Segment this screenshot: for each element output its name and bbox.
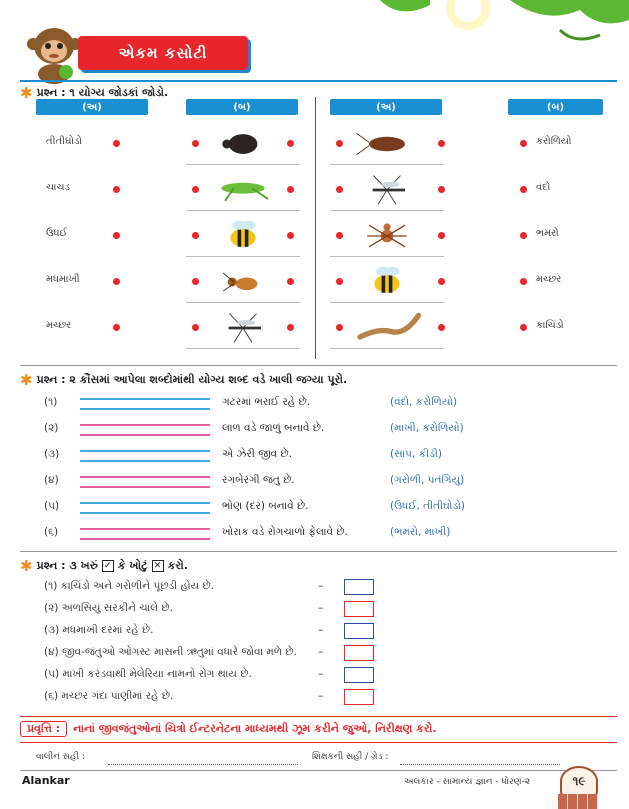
q2-label: પ્રશ્ન : ૨: [36, 373, 76, 386]
activity-tag: પ્રવૃત્તિ :: [20, 721, 67, 737]
q3-dash: –: [318, 690, 324, 702]
match-dot[interactable]: [287, 232, 294, 239]
q3-statement: (૩) મધમાખી દરમાં રહે છે.: [44, 624, 154, 636]
teacher-signature-label: શિક્ષકની સહી / ગ્રેડ :: [312, 752, 389, 762]
q2-blank-line[interactable]: [80, 538, 210, 540]
q2-blank-line[interactable]: [80, 476, 210, 478]
q3-statement: (૨) અળસિયું સરકીને ચાલે છે.: [44, 602, 173, 614]
q1-right-word: વંદો: [536, 182, 551, 193]
q2-blank-line[interactable]: [80, 528, 210, 530]
insect-image-cockroach: [330, 124, 444, 165]
activity-text: નાનાં જીવજંતુઓનાં ચિત્રો ઈન્ટરનેટના માધ્યમથી ઝૂમ કરીને જુઓ, નિરીક્ષણ કરો.: [73, 722, 437, 735]
book-title: અલંકાર - સામાન્ય જ્ઞાન - ધોરણ-૨: [404, 777, 531, 787]
q2-number: (૨): [44, 422, 59, 434]
q3-label: પ્રશ્ન : ૩: [36, 559, 77, 572]
q2-options: (માખી, કરોળિયો): [390, 422, 464, 434]
q2-sentence: રંગબેરંગી જંતુ છે.: [222, 474, 295, 486]
match-dot[interactable]: [520, 278, 527, 285]
true-false-box[interactable]: [344, 645, 374, 661]
insect-image-mosquito: [186, 308, 300, 349]
parent-signature-label: વાલીનં સહી :: [36, 752, 85, 762]
q2-blank-line[interactable]: [80, 424, 210, 426]
q3-dash: –: [318, 668, 324, 680]
true-false-box[interactable]: [344, 667, 374, 683]
insect-image-beetle: [186, 124, 300, 165]
q2-number: (૫): [44, 500, 60, 512]
q2-number: (૧): [44, 396, 58, 408]
q1-right-word: ભમરો: [536, 228, 559, 239]
activity-top-divider: [20, 716, 617, 717]
match-dot[interactable]: [438, 232, 445, 239]
insect-image-grasshopper: [186, 170, 300, 211]
q3-statement: (૫) માખી કરડવાથી મેલેરિયા નામનો રોગ થાય છે.: [44, 668, 252, 680]
col-a-header-left: (અ): [36, 99, 148, 115]
q1-left-word: ઉધઈ: [46, 228, 68, 239]
match-dot[interactable]: [520, 186, 527, 193]
col-b-header-left: (બ): [186, 99, 298, 115]
q1-label: પ્રશ્ન : ૧: [36, 86, 75, 99]
q2-blank-line[interactable]: [80, 502, 210, 504]
q3-instruction-true: ખરું: [80, 559, 98, 572]
page-title-banner: એકમ કસોટી: [78, 36, 248, 70]
q1-left-word: મધમાખી: [46, 274, 80, 285]
match-dot[interactable]: [287, 278, 294, 285]
q1-right-word: કરોળિયો: [536, 136, 572, 147]
q2-options: (વંદો, કરોળિયો): [390, 396, 458, 408]
page-number: ૧૯: [572, 773, 586, 788]
q2-divider: [20, 551, 617, 552]
true-false-box[interactable]: [344, 623, 374, 639]
true-false-box[interactable]: [344, 601, 374, 617]
footer-divider: [20, 770, 617, 771]
q1-divider: [20, 365, 617, 366]
star-icon: ✱: [20, 371, 33, 389]
match-dot[interactable]: [113, 232, 120, 239]
match-dot[interactable]: [287, 324, 294, 331]
true-false-box[interactable]: [344, 579, 374, 595]
q2-blank-line[interactable]: [80, 460, 210, 462]
q3-dash: –: [318, 624, 324, 636]
checkbox-icon: ✓: [102, 560, 114, 572]
q2-number: (૪): [44, 474, 59, 486]
q1-center-divider: [315, 97, 316, 359]
q3-heading: [20, 557, 188, 575]
match-dot[interactable]: [520, 324, 527, 331]
match-dot[interactable]: [520, 140, 527, 147]
q2-blank-line[interactable]: [80, 450, 210, 452]
match-dot[interactable]: [438, 140, 445, 147]
q2-sentence: ગટરમાં ભરાઈ રહે છે.: [222, 396, 311, 408]
star-icon: ✱: [20, 557, 33, 575]
q3-dash: –: [318, 602, 324, 614]
q3-statement: (૬) મચ્છર ગંદા પાણીમાં રહે છે.: [44, 690, 174, 702]
q1-instruction: યોગ્ય જોડકાં જોડો.: [78, 86, 169, 99]
teacher-signature-line: [400, 764, 560, 765]
insect-image-bee: [186, 216, 300, 257]
q2-sentence: ખોરાક વડે રોગચાળો ફેલાવે છે.: [222, 526, 348, 538]
q2-sentence: એ ઝેરી જીવ છે.: [222, 448, 292, 460]
q3-dash: –: [318, 580, 324, 592]
q2-blank-line[interactable]: [80, 408, 210, 410]
col-a-header-right: (અ): [330, 99, 442, 115]
q2-heading: [20, 371, 347, 389]
match-dot[interactable]: [438, 278, 445, 285]
q3-dash: –: [318, 646, 324, 658]
q2-blank-line[interactable]: [80, 434, 210, 436]
insect-image-spider: [330, 216, 444, 257]
q3-instruction-false: કે ખોટું: [117, 559, 148, 572]
q2-sentence: લાળ વડે જાળું બનાવે છે.: [222, 422, 325, 434]
cross-box-icon: ✕: [152, 560, 164, 572]
q1-right-word: કાચિંડો: [536, 320, 564, 331]
insect-image-termite: [186, 262, 300, 303]
q2-options: (ભમરો, માખી): [390, 526, 451, 538]
brand-logo: Alankar: [22, 774, 70, 787]
match-dot[interactable]: [287, 140, 294, 147]
parent-signature-line: [108, 764, 298, 765]
q3-statement: (૪) જીવ-જંતુઓ ઓગસ્ટ માસની ઋતુમાં વધારે જોવા મળે છે.: [44, 646, 297, 658]
sun-leaves-decoration: [360, 0, 629, 70]
match-dot[interactable]: [520, 232, 527, 239]
q2-blank-line[interactable]: [80, 486, 210, 488]
match-dot[interactable]: [438, 186, 445, 193]
col-b-header-right: (બ): [508, 99, 603, 115]
activity-bottom-divider: [20, 742, 617, 743]
q3-statement: (૧) કાચિંડો અને ગરોળીને પૂંછડી હોય છે.: [44, 580, 214, 592]
q2-options: (ઉધઈ, તીતીઘોડો): [390, 500, 466, 512]
q1-left-word: ચાચડ: [46, 182, 70, 193]
q1-right-word: મચ્છર: [536, 274, 562, 285]
match-dot[interactable]: [113, 140, 120, 147]
q1-left-word: તીતીઘોડો: [46, 136, 82, 147]
match-dot[interactable]: [113, 186, 120, 193]
q2-number: (૬): [44, 526, 59, 538]
q3-instruction-do: કરો.: [167, 559, 188, 572]
insect-image-lizard: [330, 308, 444, 349]
q2-sentence: ભોણ (દર) બનાવે છે.: [222, 500, 309, 512]
q2-blank-line[interactable]: [80, 512, 210, 514]
match-dot[interactable]: [113, 324, 120, 331]
q1-left-word: મચ્છર: [46, 320, 72, 331]
insect-image-mosquito: [330, 170, 444, 211]
page-number-badge: [560, 766, 598, 796]
match-dot[interactable]: [438, 324, 445, 331]
true-false-box[interactable]: [344, 689, 374, 705]
star-icon: ✱: [20, 84, 33, 102]
header-divider: [20, 80, 617, 82]
insect-image-bee: [330, 262, 444, 303]
activity-section: [20, 721, 437, 737]
match-dot[interactable]: [287, 186, 294, 193]
q2-options: (ગરોળી, પતંગિયું): [390, 474, 465, 486]
q2-number: (૩): [44, 448, 60, 460]
brick-decoration: [558, 794, 598, 809]
q2-options: (સાપ, કીડી): [390, 448, 442, 460]
q2-blank-line[interactable]: [80, 398, 210, 400]
match-dot[interactable]: [113, 278, 120, 285]
q2-instruction: કૌંસમાં આપેલા શબ્દોમાંથી યોગ્ય શબ્દ વડે ખાલી જગ્યા પૂરો.: [79, 373, 348, 386]
